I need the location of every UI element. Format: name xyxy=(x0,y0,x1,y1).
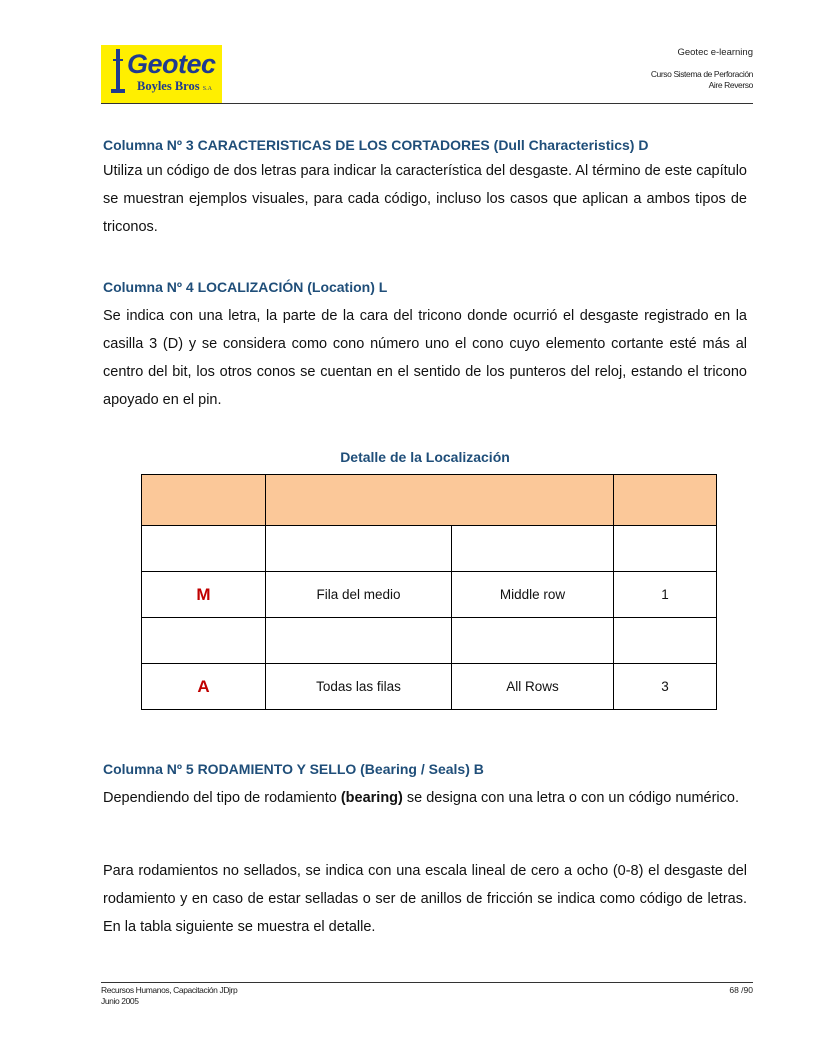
table-row xyxy=(142,618,717,664)
section-col5-heading: Columna Nº 5 RODAMIENTO Y SELLO (Bearing / Seals) B xyxy=(103,761,484,777)
location-english xyxy=(452,618,614,664)
location-table xyxy=(141,474,717,710)
footer-left xyxy=(101,985,237,1007)
header-info xyxy=(651,47,753,91)
location-code xyxy=(142,618,266,664)
logo-sa: S.A xyxy=(202,86,212,92)
section-col5-text1 xyxy=(103,784,747,812)
location-english xyxy=(452,526,614,572)
table-header-cell xyxy=(266,475,614,526)
header-divider xyxy=(101,103,753,104)
text1-part-b: se designa con una letra o con un código numérico. xyxy=(402,790,739,806)
table-row xyxy=(142,526,717,572)
location-number xyxy=(614,526,717,572)
location-spanish: Todas las filas xyxy=(266,664,452,710)
header-subject: Aire Reverso xyxy=(708,80,753,90)
location-table-title: Detalle de la Localización xyxy=(340,449,510,465)
logo-sub-text: Boyles Bros xyxy=(137,79,200,93)
drill-tower-icon xyxy=(111,49,125,99)
footer-department: Recursos Humanos, Capacitación JDjrp xyxy=(101,985,238,995)
logo-subtitle xyxy=(137,79,212,94)
location-code: A xyxy=(142,664,266,710)
section-col4-heading: Columna Nº 4 LOCALIZACIÓN (Location) L xyxy=(103,279,388,295)
table-row xyxy=(142,664,717,710)
header-title: Geotec e-learning xyxy=(677,47,753,58)
location-spanish xyxy=(266,526,452,572)
section-col4-text: Se indica con una letra, la parte de la cara del tricono donde ocurrió el desgaste registrado en la casilla 3 (D) y se considera como cono número uno el cono cuyo elemento cortante esté más al centro del bit, los otros conos se cuentan en el sentido de los punteros del reloj, estando el tricono apoyado en el pin. xyxy=(103,308,747,408)
location-spanish xyxy=(266,618,452,664)
location-english: Middle row xyxy=(452,572,614,618)
location-spanish: Fila del medio xyxy=(266,572,452,618)
location-code xyxy=(142,526,266,572)
table-header-cell xyxy=(614,475,717,526)
table-header-cell xyxy=(142,475,266,526)
location-number: 3 xyxy=(614,664,717,710)
section-col3-text: Utiliza un código de dos letras para indicar la característica del desgaste. Al término de este capítulo se muestran ejemplos visuales, para cada código, incluso los casos que aplican a ambos tipos de triconos. xyxy=(103,163,747,235)
company-logo xyxy=(101,45,222,103)
location-english: All Rows xyxy=(452,664,614,710)
location-code: M xyxy=(142,572,266,618)
location-number xyxy=(614,618,717,664)
table-row xyxy=(142,572,717,618)
location-number: 1 xyxy=(614,572,717,618)
footer-date: Junio 2005 xyxy=(101,996,139,1006)
text1-part-a: Dependiendo del tipo de rodamiento xyxy=(103,790,341,806)
footer-divider xyxy=(101,982,753,983)
page-number: 68 /90 xyxy=(729,985,753,995)
section-col5-text2: Para rodamientos no sellados, se indica con una escala lineal de cero a ocho (0-8) el desgaste del rodamiento y en caso de estar selladas o ser de anillos de fricción se indica como código de letras. En la tabla siguiente se muestra el detalle. xyxy=(103,863,747,935)
text1-bold: (bearing) xyxy=(340,790,403,806)
section-col3-heading: Columna Nº 3 CARACTERISTICAS DE LOS CORTADORES (Dull Characteristics) D xyxy=(103,137,649,153)
table-header-row xyxy=(142,475,717,526)
header-course: Curso Sistema de Perforación xyxy=(650,69,753,79)
logo-brand: Geotec xyxy=(127,49,216,79)
